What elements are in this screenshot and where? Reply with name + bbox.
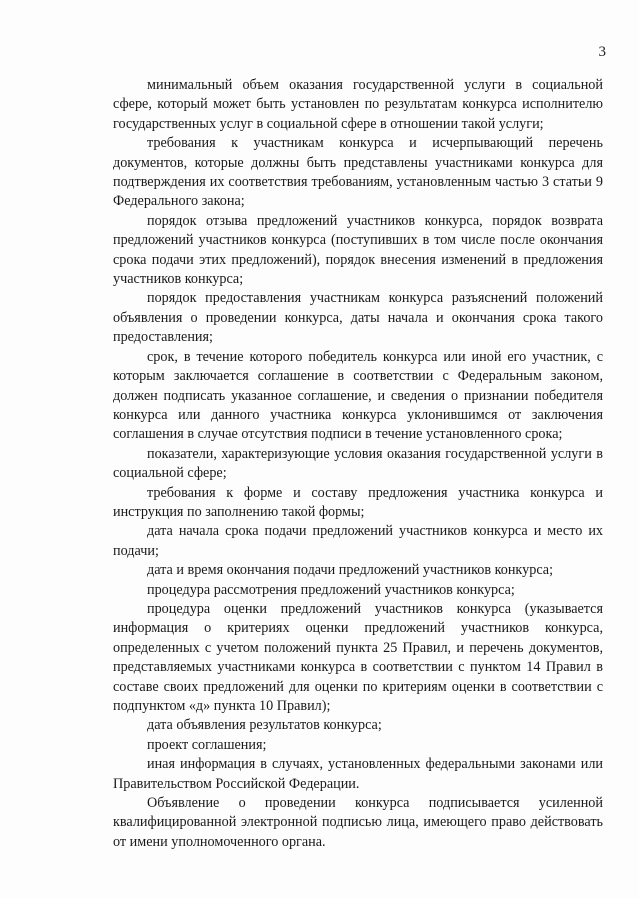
paragraph-agreement-draft: проект соглашения; bbox=[147, 736, 267, 753]
page-number: 3 bbox=[598, 44, 606, 60]
paragraph-signature: Объявление о проведении конкурса подписывается усиленной квалифицированной электронной подписью лица, имеющего право действовать от имени уполномоченного органа. bbox=[113, 795, 603, 850]
paragraph-review-procedure: процедура рассмотрения предложений участников конкурса; bbox=[147, 581, 515, 598]
paragraph-results-date: дата объявления результатов конкурса; bbox=[147, 717, 382, 734]
paragraph-evaluation-procedure: процедура оценки предложений участников конкурса (указывается информация о критериях оценки предложений участников конкурса, определенных с учетом положений пункта 25 Правил, и перечень документов, представляемых участниками конкурса в соответствии с пунктом 14 Правил в составе своих предложений для оценки по критериям оценки в соответствии с подпунктом «д» пункта 10 Правил); bbox=[113, 600, 603, 714]
document-body bbox=[113, 76, 603, 852]
paragraph-signing-deadline: срок, в течение которого победитель конкурса или иной его участник, с которым заключается соглашение в соответствии с Федеральным законом, должен подписать указанное соглашение, и сведения о признании победителя конкурса или данного участника конкурса уклонившимся от заключения соглашения в случае отсутствия подписи в течение установленного срока; bbox=[113, 348, 603, 443]
paragraph-clarifications-order: порядок предоставления участникам конкурса разъяснений положений объявления о проведении конкурса, даты начала и окончания срока такого предоставления; bbox=[113, 290, 603, 346]
paragraph-submission-end: дата и время окончания подачи предложений участников конкурса; bbox=[147, 562, 554, 579]
paragraph-withdrawal-order: порядок отзыва предложений участников конкурса, порядок возврата предложений участников конкурса (поступивших в том числе после окончания срока подачи этих предложений), порядок внесения изменений в предложения участников конкурса; bbox=[113, 212, 603, 288]
paragraph-participant-requirements: требования к участникам конкурса и исчерпывающий перечень документов, которые должны быть представлены участниками конкурса для подтверждения их соответствия требованиям, установленным частью 3 статьи 9 Федерального закона; bbox=[113, 135, 603, 210]
paragraph-min-volume: минимальный объем оказания государственной услуги в социальной сфере, который может быть установлен по результатам конкурса исполнителю государственных услуг в социальной сфере в отношении такой услуги; bbox=[113, 77, 603, 132]
paragraph-form-requirements: требования к форме и составу предложения участника конкурса и инструкция по заполнению такой формы; bbox=[113, 484, 603, 520]
paragraph-indicators: показатели, характеризующие условия оказания государственной услуги в социальной сфере; bbox=[113, 445, 603, 482]
paragraph-submission-start: дата начала срока подачи предложений участников конкурса и место их подачи; bbox=[113, 523, 603, 559]
paragraph-other-info: иная информация в случаях, установленных федеральными законами или Правительством Российской Федерации. bbox=[113, 756, 603, 792]
